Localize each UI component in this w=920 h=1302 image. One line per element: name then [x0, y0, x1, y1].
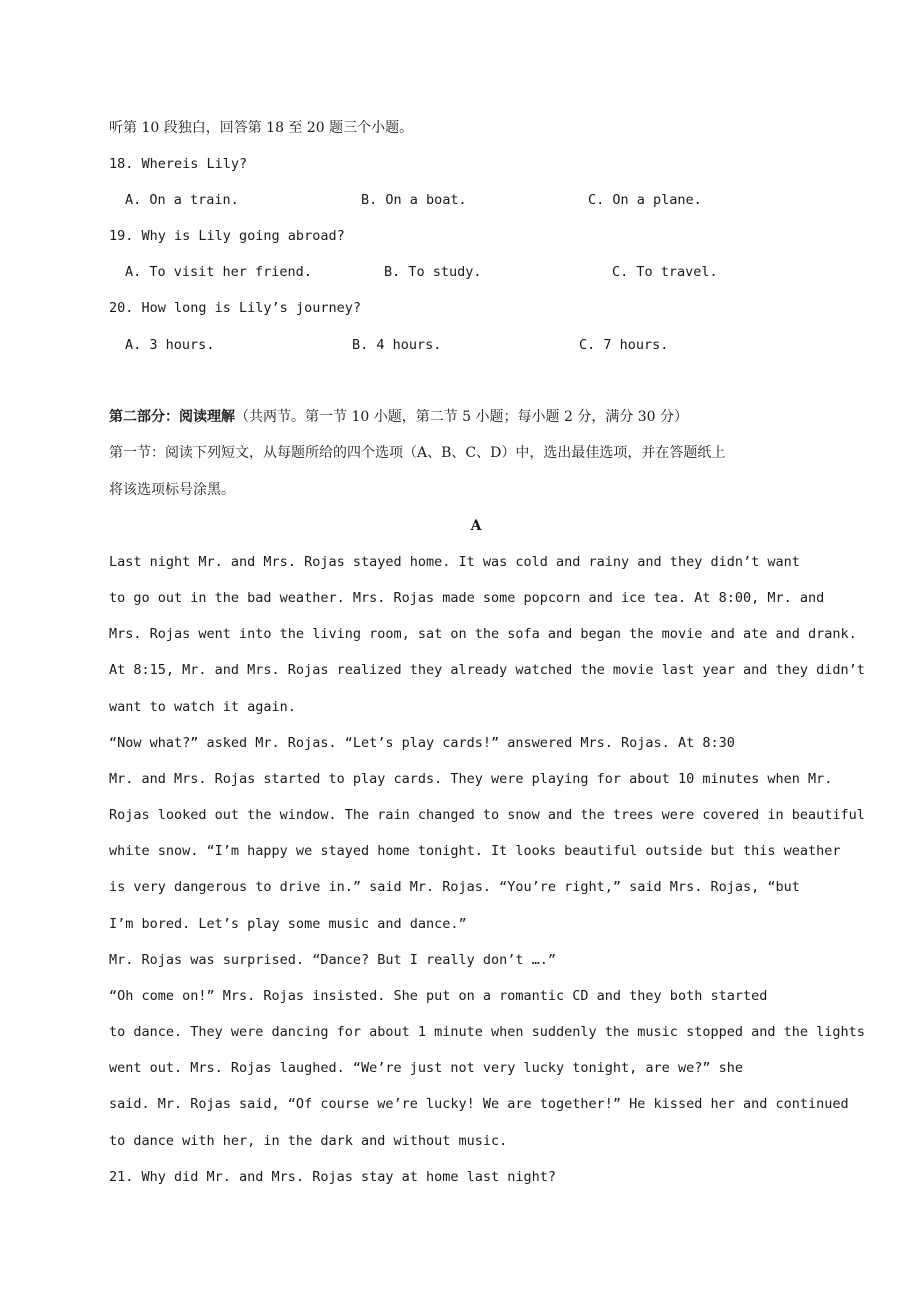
passage-line: want to watch it again.: [109, 699, 296, 715]
passage-line: I’m bored. Let’s play some music and dance.”: [109, 916, 467, 932]
passage-line: “Oh come on!” Mrs. Rojas insisted. She put on a romantic CD and they both started: [109, 988, 768, 1004]
passage-line: “Now what?” asked Mr. Rojas. “Let’s play cards!” answered Mrs. Rojas. At 8:30: [109, 735, 735, 751]
passage-line: to dance with her, in the dark and without music.: [109, 1133, 508, 1149]
passage-line: to go out in the bad weather. Mrs. Rojas made some popcorn and ice tea. At 8:00, Mr. and: [109, 590, 825, 606]
question-20-stem: 20. How long is Lily’s journey?: [109, 300, 361, 316]
reading-part-title: [109, 407, 688, 427]
reading-part-title-rest: （共两节。第一节 10 小题，第二节 5 小题；每小题 2 分，满分 30 分）: [235, 409, 689, 425]
passage-label: A: [470, 518, 482, 534]
passage-line: Last night Mr. and Mrs. Rojas stayed home. It was cold and rainy and they didn’t want: [109, 554, 800, 570]
question-18-stem: 18. Whereis Lily?: [109, 156, 248, 172]
passage-line: Mrs. Rojas went into the living room, sat on the sofa and began the movie and ate and drank.: [109, 626, 857, 642]
listening-instruction: 听第 10 段独白，回答第 18 至 20 题三个小题。: [109, 120, 414, 136]
question-19-option-b: B. To study.: [384, 264, 482, 280]
question-19-option-c: C. To travel.: [612, 264, 718, 280]
passage-line: went out. Mrs. Rojas laughed. “We’re just not very lucky tonight, are we?” she: [109, 1060, 743, 1076]
passage-line: Rojas looked out the window. The rain changed to snow and the trees were covered in beautiful: [109, 807, 865, 823]
question-18-option-b: B. On a boat.: [361, 192, 467, 208]
passage-line: Mr. Rojas was surprised. “Dance? But I really don’t ….”: [109, 952, 557, 968]
question-20-option-a: A. 3 hours.: [125, 337, 215, 353]
question-18-option-a: A. On a train.: [125, 192, 239, 208]
passage-line: At 8:15, Mr. and Mrs. Rojas realized they already watched the movie last year and they didn’t: [109, 662, 865, 678]
question-19-stem: 19. Why is Lily going abroad?: [109, 228, 345, 244]
reading-part-title-bold: 第二部分：阅读理解: [109, 409, 235, 425]
question-19-option-a: A. To visit her friend.: [125, 264, 312, 280]
passage-line: said. Mr. Rojas said, “Of course we’re lucky! We are together!” He kissed her and continued: [109, 1096, 849, 1112]
passage-line: white snow. “I’m happy we stayed home tonight. It looks beautiful outside but this weather: [109, 843, 841, 859]
question-20-option-c: C. 7 hours.: [579, 337, 669, 353]
section-instruction-line-1: 第一节：阅读下列短文，从每题所给的四个选项（A、B、C、D）中，选出最佳选项，并在答题纸上: [109, 445, 726, 461]
section-instruction-line-2: 将该选项标号涂黑。: [109, 482, 235, 498]
passage-line: to dance. They were dancing for about 1 minute when suddenly the music stopped and the lights: [109, 1024, 865, 1040]
question-21-stem: 21. Why did Mr. and Mrs. Rojas stay at home last night?: [109, 1169, 557, 1185]
passage-line: is very dangerous to drive in.” said Mr. Rojas. “You’re right,” said Mrs. Rojas, “but: [109, 879, 800, 895]
question-20-option-b: B. 4 hours.: [352, 337, 442, 353]
passage-line: Mr. and Mrs. Rojas started to play cards. They were playing for about 10 minutes when Mr.: [109, 771, 833, 787]
question-18-option-c: C. On a plane.: [588, 192, 702, 208]
